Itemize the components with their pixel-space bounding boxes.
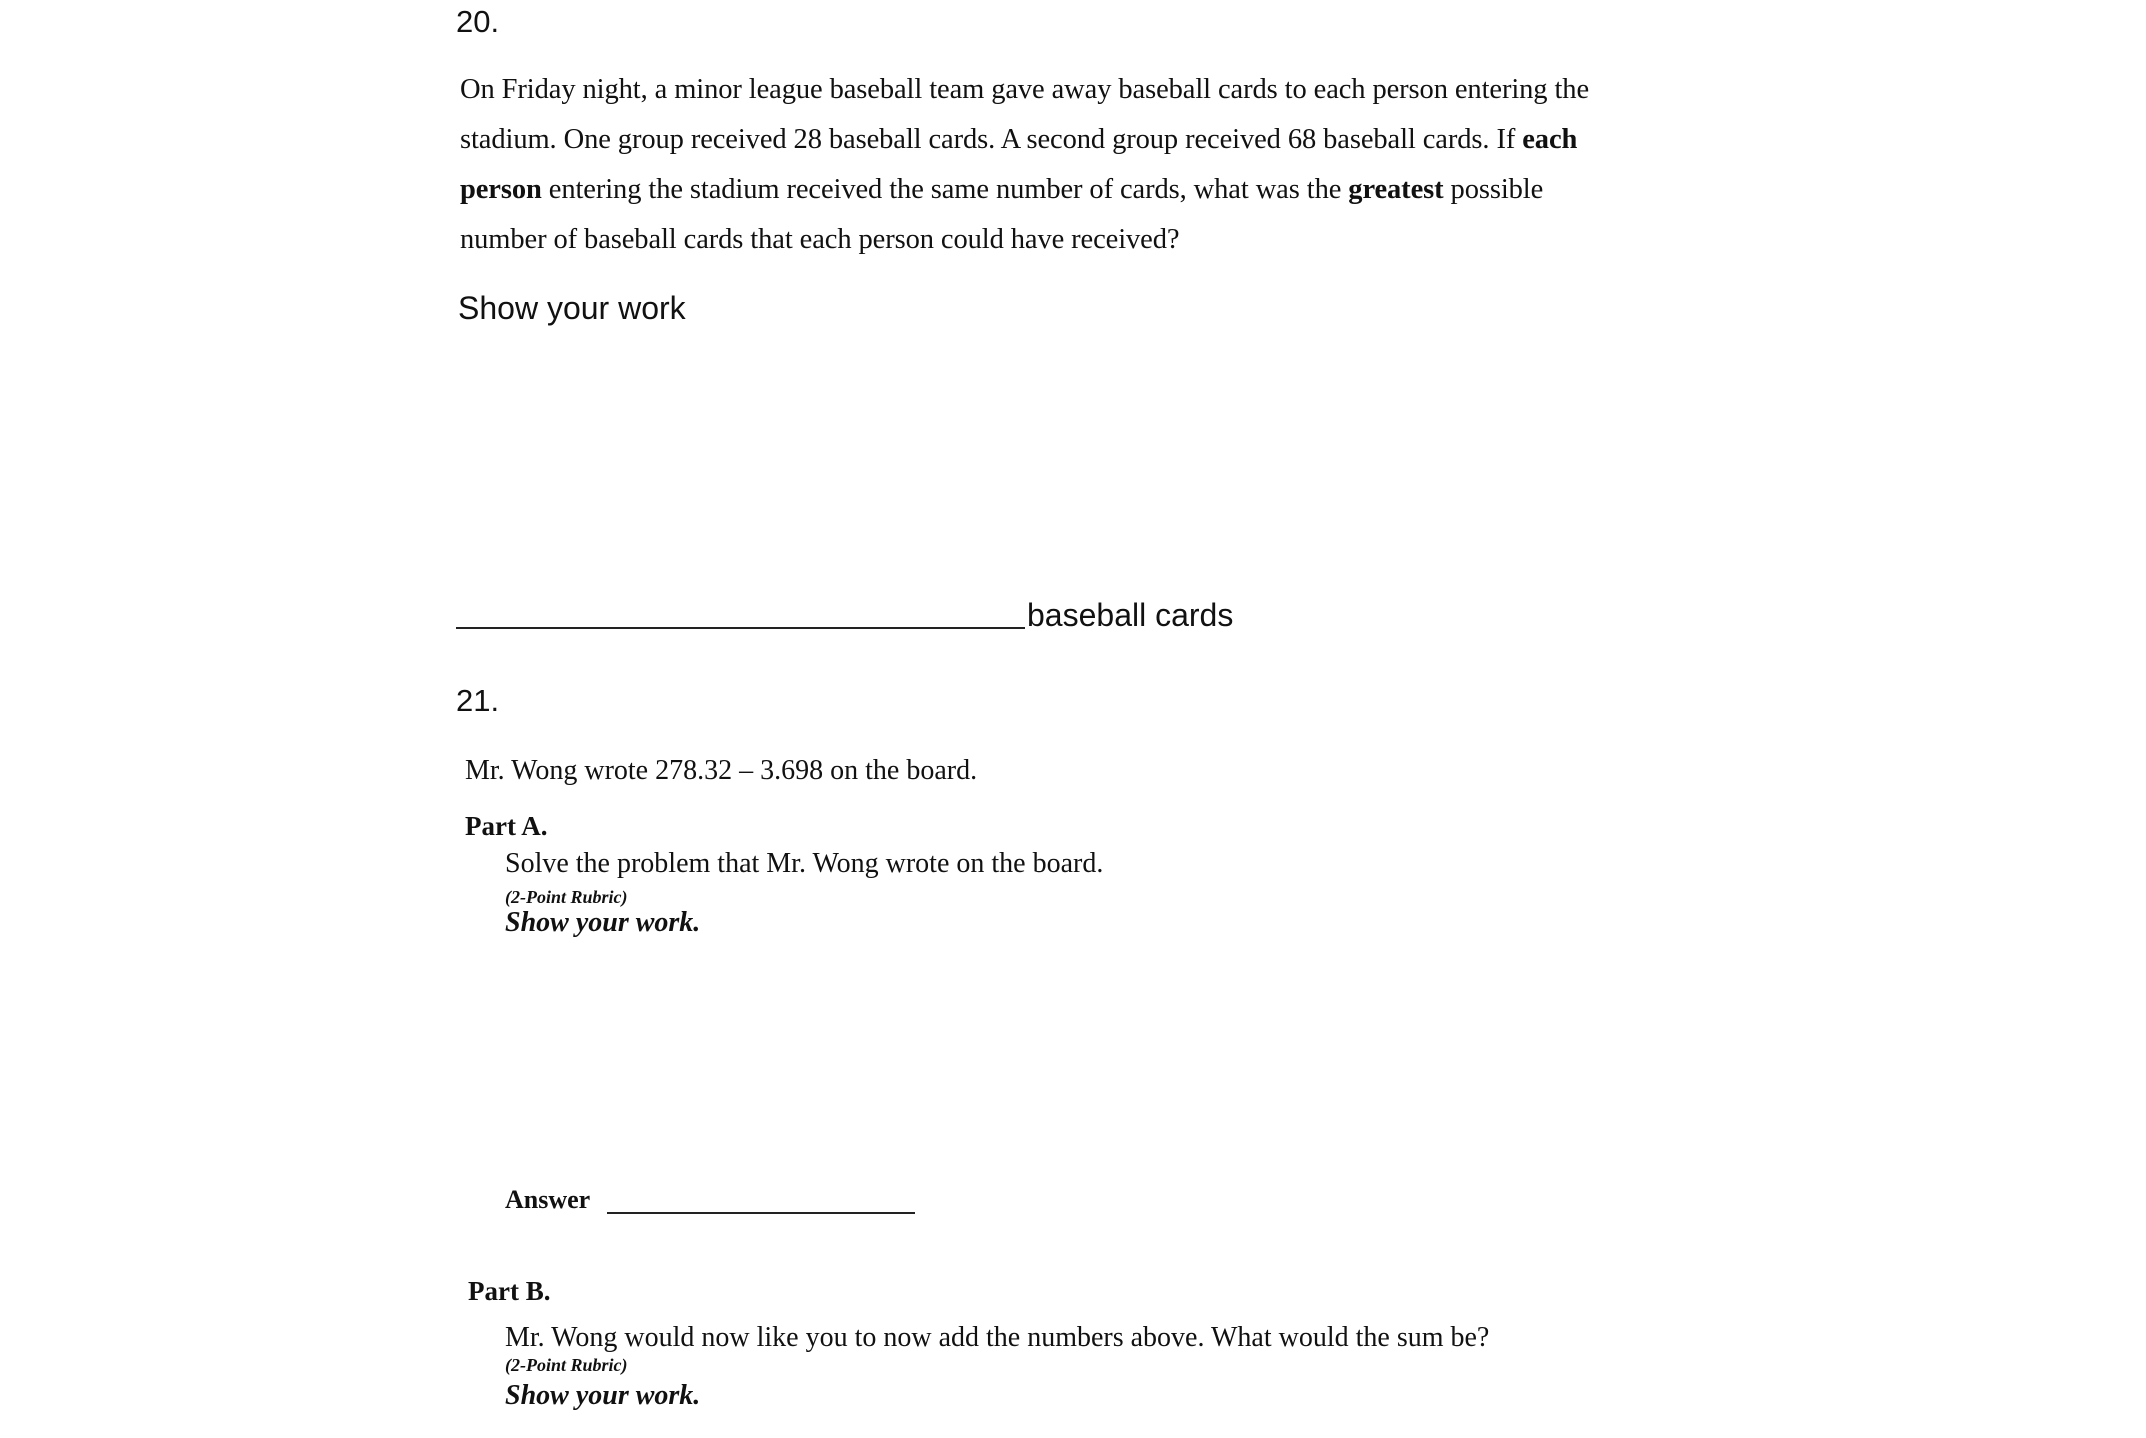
q20-line-2 — [460, 126, 1577, 155]
part-b-heading: Part B. — [468, 1276, 551, 1306]
text-run: possible — [1443, 174, 1544, 205]
q20-show-work-label: Show your work — [458, 290, 686, 326]
text-run: number of baseball cards that each person could have received? — [460, 224, 1180, 255]
q20-answer-underline — [456, 627, 1025, 629]
part-a-answer-field[interactable] — [607, 1180, 915, 1213]
text-run: On Friday night, a minor league baseball team gave away baseball cards to each person entering the — [460, 74, 1589, 105]
q20-line-4 — [460, 226, 1179, 255]
q20-line-1 — [460, 76, 1589, 105]
part-a-heading: Part A. — [465, 811, 548, 841]
emphasized-text: greatest — [1348, 174, 1444, 205]
part-a-rubric: (2-Point Rubric) — [505, 887, 628, 907]
part-a-prompt: Solve the problem that Mr. Wong wrote on the board. — [505, 848, 1104, 879]
text-run: stadium. One group received 28 baseball cards. A second group received 68 baseball cards. If — [460, 124, 1523, 155]
question-number-21: 21. — [456, 683, 500, 718]
emphasized-text: person — [460, 174, 542, 205]
part-a-answer-underline — [607, 1212, 915, 1214]
q20-line-3 — [460, 176, 1543, 205]
emphasized-text: each — [1522, 124, 1578, 155]
part-a-show-work: Show your work. — [505, 907, 701, 938]
text-run: entering the stadium received the same number of cards, what was the — [541, 174, 1349, 205]
q20-answer-unit: baseball cards — [1027, 597, 1234, 633]
q20-answer-field[interactable] — [456, 596, 1025, 628]
part-b-rubric: (2-Point Rubric) — [505, 1355, 628, 1375]
q21-intro: Mr. Wong wrote 278.32 – 3.698 on the board. — [465, 755, 978, 786]
part-b-prompt: Mr. Wong would now like you to now add the numbers above. What would the sum be? — [505, 1322, 1490, 1353]
part-a-answer-label: Answer — [505, 1185, 591, 1214]
question-number-20: 20. — [456, 4, 500, 39]
part-b-show-work: Show your work. — [505, 1380, 701, 1411]
